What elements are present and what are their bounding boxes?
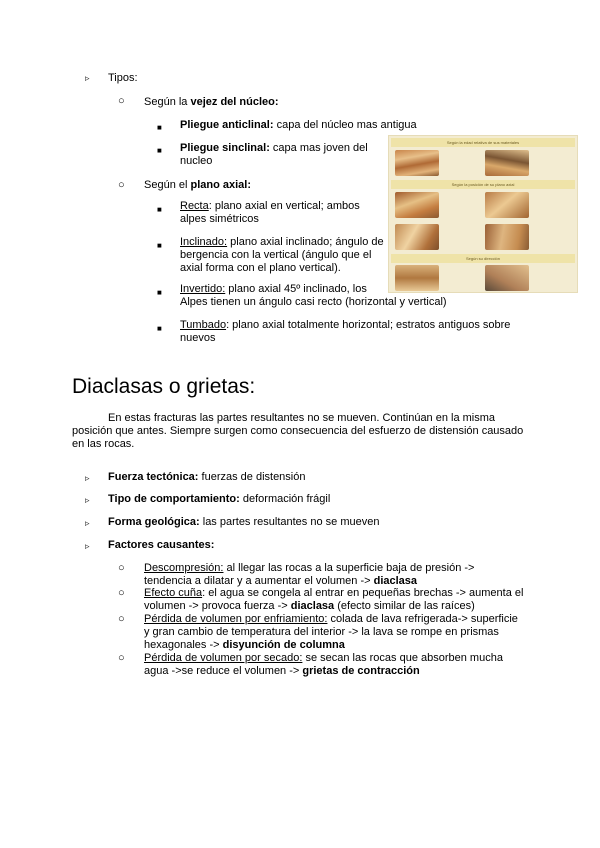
bullet-square: ■ [157,123,162,132]
descompresion-item: Descompresión: al llegar las rocas a la superficie baja de presión -> [144,562,475,574]
bullet-circle: ○ [118,613,125,625]
diaclasas-paragraph-line1: En estas fracturas las partes resultantes no se mueven. Continúan en la misma [108,412,496,424]
bullet-circle: ○ [118,95,125,107]
fuerza-item: Fuerza tectónica: fuerzas de distensión [108,471,306,483]
figure-band-bot: Según su dirección [391,254,575,263]
tipos-label: Tipos: [108,72,138,84]
sinclinal-item-cont: nucleo [180,155,213,167]
recta-item: Recta: plano axial en vertical; ambos [180,200,360,212]
bullet-square: ■ [157,288,162,297]
bullet-square: ■ [157,205,162,214]
figure-band-mid: Según la posición de su plano axial [391,180,575,189]
diaclasas-paragraph-line2: posición que antes. Siempre surgen como consecuencia del esfuerzo de distensión causado [72,425,524,437]
bullet-square: ■ [157,146,162,155]
inclined-fold-block [485,192,529,218]
diaclasas-paragraph-line3: en las rocas. [72,438,135,450]
efecto-cuna-item: Efecto cuña: el agua se congela al entrar en pequeñas brechas -> aumenta el [144,587,524,599]
bullet-triangle: ▹ [85,73,90,83]
diaclasas-title: Diaclasas o grietas: [72,375,256,398]
inclinado-item-cont2: axial forma con el plano vertical). [180,262,341,274]
bullet-circle: ○ [118,562,125,574]
bullet-triangle: ▹ [85,495,90,505]
anticlinal-item: Pliegue anticlinal: capa del núcleo mas antigua [180,119,417,131]
inclinado-item: Inclinado: plano axial inclinado; ángulo de [180,236,384,248]
folds-figure [388,135,578,293]
comportamiento-item: Tipo de comportamiento: deformación frágil [108,493,331,505]
tumbado-item-cont: nuevos [180,332,216,344]
bullet-square: ■ [157,241,162,250]
secado-item-cont: agua ->se reduce el volumen -> grietas de contracción [144,665,420,677]
invertido-item: Invertido: plano axial 45º inclinado, los [180,283,367,295]
plano-heading: Según el plano axial: [144,179,252,191]
anticline-block [395,150,439,176]
bullet-triangle: ▹ [85,473,90,483]
efecto-cuna-item-cont: volumen -> provoca fuerza -> diaclasa (efecto similar de las raíces) [144,600,475,612]
bullet-triangle: ▹ [85,518,90,528]
invertido-item-cont: Alpes tienen un ángulo casi recto (horizontal y vertical) [180,296,447,308]
bullet-square: ■ [157,324,162,333]
tumbado-item: Tumbado: plano axial totalmente horizontal; estratos antiguos sobre [180,319,511,331]
forma-item: Forma geológica: las partes resultantes no se mueven [108,516,380,528]
bullet-triangle: ▹ [85,541,90,551]
upright-fold-block [395,192,439,218]
vejez-heading: Según la vejez del núcleo: [144,96,279,108]
bullet-circle: ○ [118,587,125,599]
recumbent-fold-block [485,224,529,250]
enfriamiento-item-cont2: hexagonales -> disyunción de columna [144,639,345,651]
bullet-circle: ○ [118,652,125,664]
sinclinal-item: Pliegue sinclinal: capa mas joven del [180,142,368,154]
descompresion-item-cont: tendencia a dilatar y a aumentar el volumen -> diaclasa [144,575,418,587]
inclinado-item-cont: bergencia con la vertical (ángulo que el [180,249,372,261]
secado-item: Pérdida de volumen por secado: se secan las rocas que absorben mucha [144,652,503,664]
factores-item: Factores causantes: [108,539,215,551]
syncline-block [485,150,529,176]
enfriamiento-item: Pérdida de volumen por enfriamiento: colada de lava refrigerada-> superficie [144,613,518,625]
fold-direction-block-a [395,265,439,291]
overturned-fold-block [395,224,439,250]
figure-band-top: Según la edad relativa de sus materiales [391,138,575,147]
recta-item-cont: alpes simétricos [180,213,259,225]
fold-direction-block-b [485,265,529,291]
enfriamiento-item-cont: y gran cambio de temperatura del interior -> la lava se rompe en prismas [144,626,499,638]
bullet-circle: ○ [118,179,125,191]
